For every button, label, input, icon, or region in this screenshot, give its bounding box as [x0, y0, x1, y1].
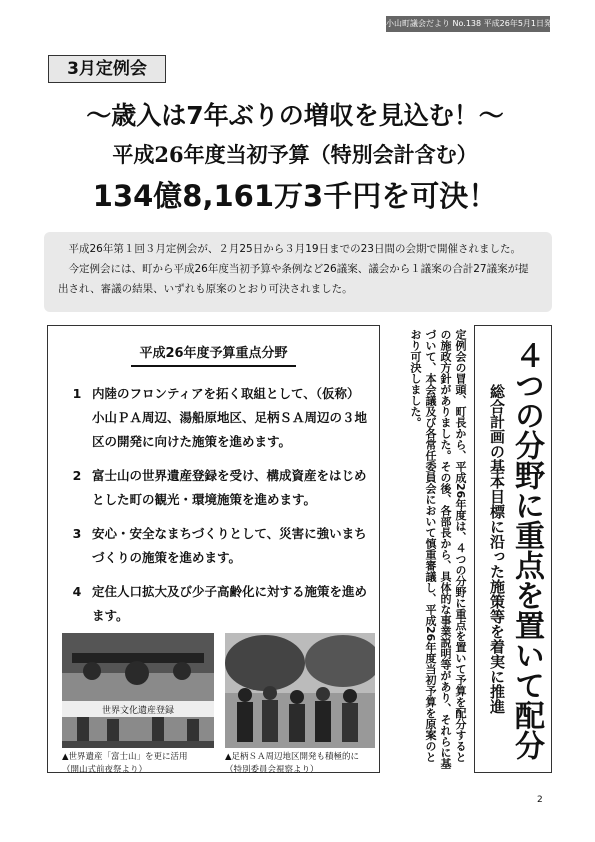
focus-box-title: 平成26年度予算重点分野: [48, 342, 379, 361]
intro-box: [44, 232, 552, 312]
vertical-main-heading: ４つの分野に重点を置いて配分: [509, 340, 544, 760]
focus-list: [62, 382, 367, 638]
banner-text: 世界文化遺産登録: [101, 706, 175, 716]
list-item: [62, 522, 367, 570]
budget-total-headline: 134億8,161万3千円を可決！: [92, 179, 498, 213]
intro-paragraph-2: 今定例会には、町から平成26年度当初予算や条例など26議案、議会から１議案の合計27議案が提出され、審議の結果、いずれも原案のとおり可決されました。: [58, 263, 529, 295]
vertical-body-text: 定例会の冒頭、町長から、平成26年度は、４つの分野に重点を置いて予算を配分するとの施政方針がありました。その後、各部長から、具体的な事業説明等があり、それらに基づいて、本会議及び各常任委員会において慎重審議し、平成26年度当初予算を原案のとおり可決しました。: [409, 329, 467, 769]
item-number: 2: [72, 468, 82, 483]
session-badge: 3月定例会: [48, 55, 166, 83]
photo-ashigara-visit: [225, 633, 375, 748]
headline: ～歳入は7年ぶりの増収を見込む！～: [86, 101, 504, 130]
vertical-sub-heading: 総合計画の基本目標に沿った施策等を着実に推進: [488, 384, 506, 714]
subheadline: 平成26年度当初予算（特別会計含む）: [112, 142, 478, 167]
vertical-heading-box: [474, 325, 552, 773]
list-item: [62, 580, 367, 628]
item-text: 内陸のフロンティアを拓く取組として、（仮称）小山ＰＡ周辺、湯船原地区、足柄ＳＡ周辺の３地区の開発に向けた施策を進めます。: [92, 386, 368, 449]
photo-fuji-festival: [62, 633, 214, 748]
item-text: 定住人口拡大及び少子高齢化に対する施策を進めます。: [92, 584, 368, 623]
item-number: 1: [72, 386, 82, 401]
list-item: [62, 464, 367, 512]
budget-focus-box: [47, 325, 380, 773]
item-text: 富士山の世界遺産登録を受け、構成資産をはじめとした町の観光・環境施策を進めます。: [92, 468, 367, 507]
intro-paragraph-1: 平成26年第１回３月定例会が、２月25日から３月19日までの23日間の会期で開催されました。: [68, 243, 521, 255]
photo-caption-2: ▲足柄ＳＡ周辺地区開発も積極的に （特別委員会視察より）: [225, 752, 360, 775]
item-text: 安心・安全なまちづくりとして、災害に強いまちづくりの施策を進めます。: [92, 526, 367, 565]
page-number: 2: [537, 795, 543, 805]
item-number: 3: [72, 526, 82, 541]
issue-header: 小山町議会だより No.138 平成26年5月1日発行: [386, 16, 550, 32]
photo-caption-1: ▲世界遺産「富士山」を更に活用 （開山式前夜祭より）: [62, 752, 188, 775]
item-number: 4: [72, 584, 82, 599]
list-item: [62, 382, 367, 454]
